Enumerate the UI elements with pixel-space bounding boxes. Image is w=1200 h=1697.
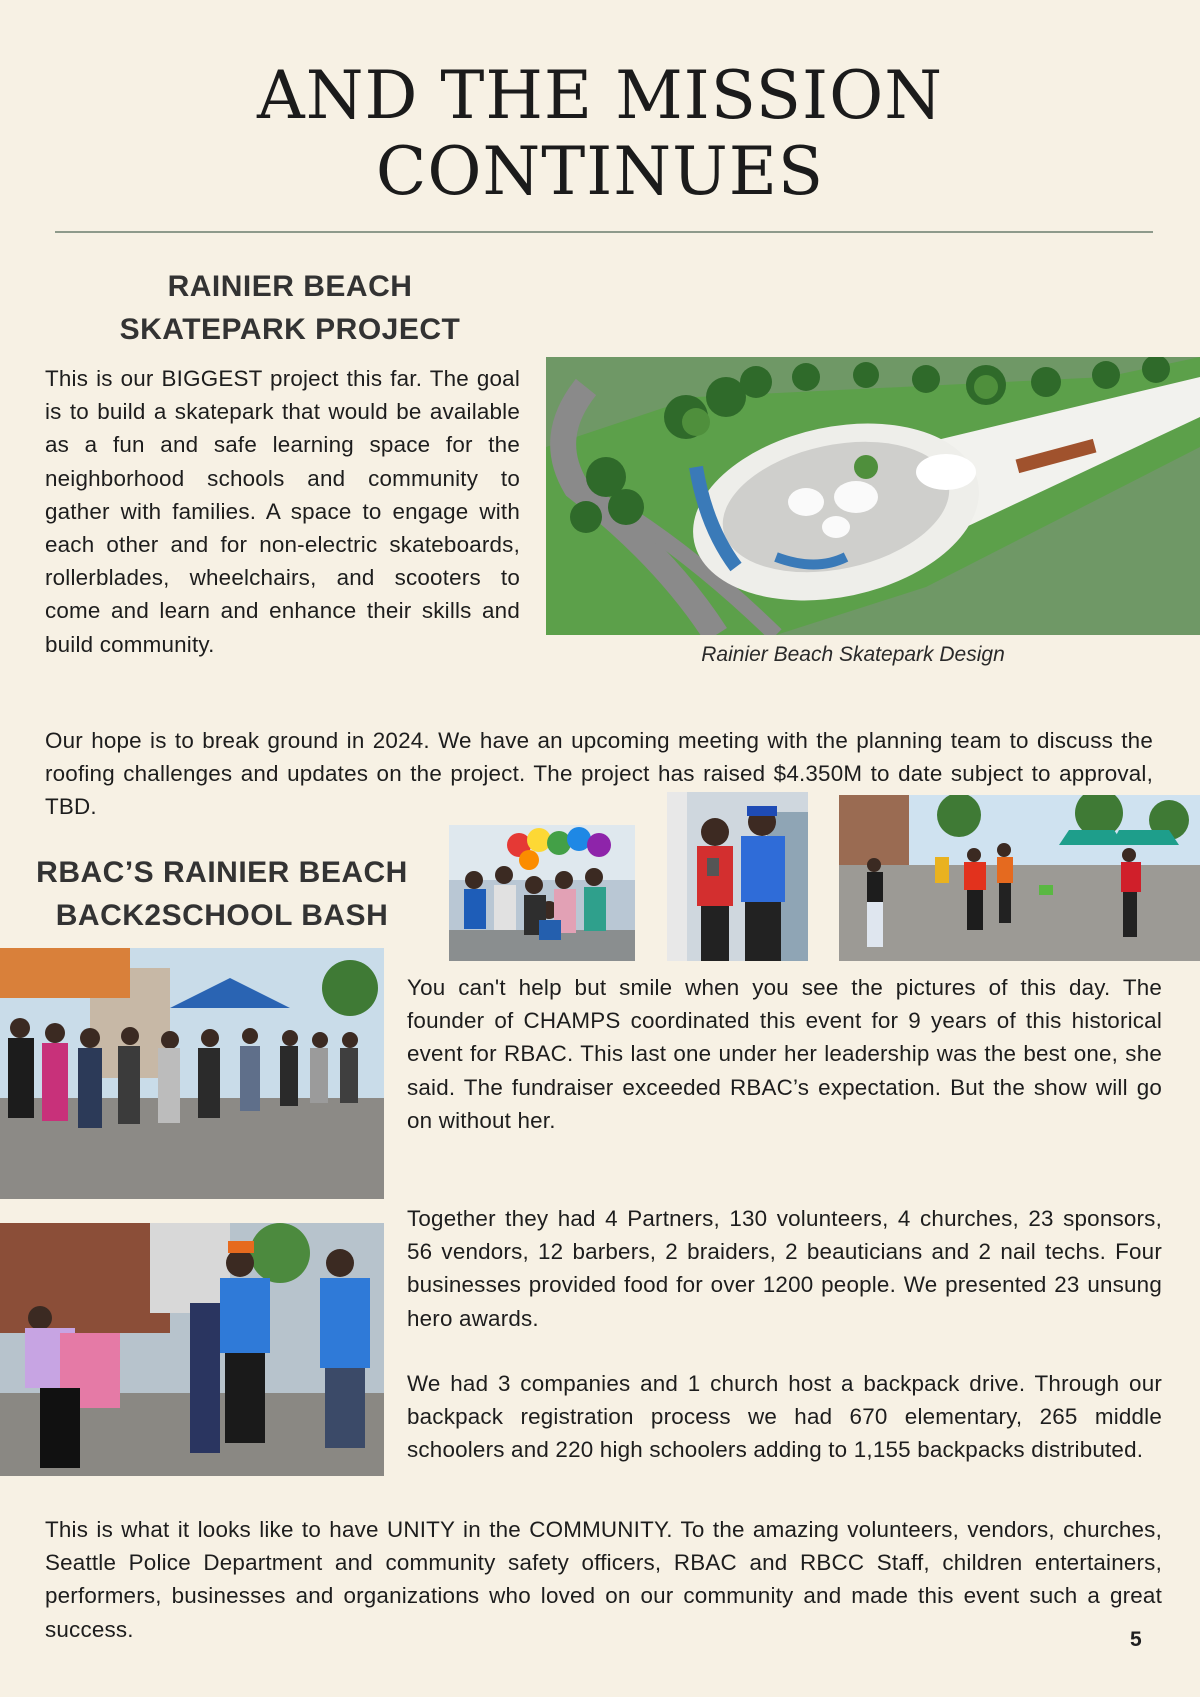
skatepark-intro-text: This is our BIGGEST project this far. The goal is to build a skatepark that would be available as a fun and safe learning space for the neighborhood schools and community to gather with families. A space to engage with each other and for non-electric skateboards, rollerblades, wheelchairs, and scooters to come and learn and enhance their skills and build community. [45,366,520,657]
page-number: 5 [1130,1628,1142,1651]
page-title-line-2: CONTINUES [375,133,825,210]
bash-heading-line-1: RBAC’S RAINIER BEACH [36,856,408,889]
skatepark-image-caption: Rainier Beach Skatepark Design [701,643,1005,666]
page-title [0,58,1200,210]
skatepark-heading-line-1: RAINIER BEACH [167,270,413,303]
dance-event-photo [839,795,1200,961]
group-photo-balloons [449,825,635,961]
page-title-line-1: AND THE MISSION [257,57,943,134]
bash-heading [10,851,434,937]
bash-paragraph-2: Together they had 4 Partners, 130 volunteers, 4 churches, 23 sponsors, 56 vendors, 12 barbers, 2 braiders, 2 beauticians and 2 nail techs. Four businesses provided food for over 1200 people. We presented 23 unsung hero awards. [407,1206,1162,1331]
skatepark-update-text: Our hope is to break ground in 2024. We have an upcoming meeting with the planning team to discuss the roofing challenges and updates on the project. The project has raised $4.350M to date subject to approval, TBD. [45,728,1153,820]
title-divider [55,231,1153,233]
closing-paragraph: This is what it looks like to have UNITY in the COMMUNITY. To the amazing volunteers, vendors, churches, Seattle Police Department and community safety officers, RBAC and RBCC Staff, children entertainers, performers, businesses and organizations who loved on our community and made this event such a great success. [45,1517,1162,1642]
skatepark-heading [40,265,540,351]
bash-heading-line-2: BACK2SCHOOL BASH [55,899,389,932]
skatepark-heading-line-2: SKATEPARK PROJECT [119,313,461,346]
bash-paragraph-1: You can't help but smile when you see the pictures of this day. The founder of CHAMPS coordinated this event for 9 years of this historical event for RBAC. This last one under her leadership was the best one, she said. The fundraiser exceeded RBAC’s expectation. But the show will go on without her. [407,975,1162,1133]
award-photo [667,792,808,961]
bash-paragraph-3: We had 3 companies and 1 church host a backpack drive. Through our backpack registration process we had 670 elementary, 265 middle schoolers and 220 high schoolers adding to 1,155 backpacks distributed. [407,1371,1162,1463]
skatepark-design-image [546,357,1200,635]
backpack-dance-photo [0,1223,384,1476]
crowd-tents-photo [0,948,384,1199]
